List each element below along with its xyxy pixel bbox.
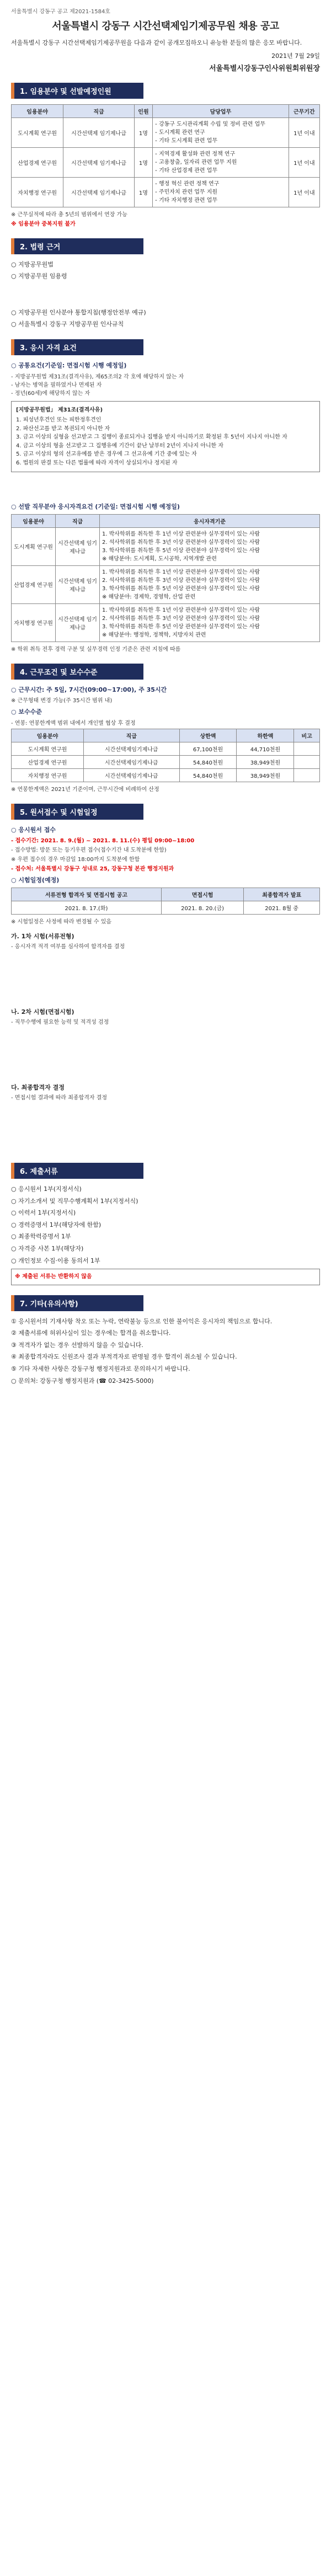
step1-title: 가. 1차 시험(서류전형): [11, 933, 74, 940]
table-cell: 도시계획 연구원: [12, 527, 56, 565]
table-cell: 시간선택제임기제나급: [84, 768, 179, 782]
table-cell: 시간선택제임기제나급: [84, 742, 179, 755]
table-header: 면접시험: [161, 888, 243, 901]
pay-desc: - 연봉: 연봉한계액 범위 내에서 개인별 협상 후 결정: [11, 720, 136, 726]
section-header-7: 7. 기타(유의사항): [11, 1295, 143, 1311]
table-note: ※ 근무실적에 따라 총 5년의 범위에서 연장 가능: [11, 211, 127, 218]
table-cell: [294, 768, 320, 782]
table-cell: 도시계획 연구원: [12, 117, 63, 147]
table-cell: [294, 755, 320, 768]
table-cell: 1명: [134, 177, 152, 207]
table-cell: - 지역경제 활성화 관련 정책 연구 - 고용창출, 일자리 관련 업무 지원 - 기타 산업경제 관련 업무: [153, 147, 289, 177]
table-cell: 시간선택제 임기제나급: [63, 117, 134, 147]
section-header-2: 2. 법령 근거: [11, 238, 143, 254]
table-cell: 산업경제 연구원: [12, 565, 56, 603]
table-cell: 자치행정 연구원: [12, 768, 84, 782]
table-header: 근무기간: [289, 104, 319, 117]
apply-period-title: ○ 응시원서 접수: [11, 826, 56, 833]
table-header: 상한액: [179, 729, 237, 742]
table-cell: 시간선택제 임기제나급: [63, 177, 134, 207]
table-cell: 시간선택제 임기제나급: [56, 527, 100, 565]
qualification-table: [11, 514, 320, 642]
section-header-4: 4. 근무조건 및 보수수준: [11, 664, 143, 680]
table-header: 임용분야: [12, 729, 84, 742]
table-header: 서류전형 합격자 및 면접시험 공고: [12, 888, 162, 901]
intro-text: 서울특별시 강동구 시간선택제임기제공무원을 다음과 같이 공개모집하오니 유능한 분들의 많은 응모 바랍니다.: [11, 39, 302, 46]
schedule-title: ○ 시험일정(예정): [11, 877, 60, 884]
etc-item: ④ 최종합격자라도 신원조사 결과 부적격자로 판명될 경우 합격이 취소될 수 있습니다.: [11, 1353, 237, 1361]
table-row: [12, 527, 320, 565]
work-hours: ○ 근무시간: 주 5일, 7시간(09:00~17:00), 주 35시간: [11, 686, 167, 693]
table-cell: 1년 이내: [289, 147, 319, 177]
table-cell: 자치행정 연구원: [12, 177, 63, 207]
doc-item: ○ 경력증명서 1부(해당자에 한함): [11, 1221, 102, 1228]
table-row: [12, 117, 320, 147]
etc-item: ⑤ 기타 자세한 사항은 강동구청 행정지원과로 문의하시기 바랍니다.: [11, 1365, 190, 1373]
table-header: 응시자격기준: [100, 514, 320, 527]
table-row: [12, 603, 320, 642]
table-header: 하한액: [237, 729, 294, 742]
table-cell: 시간선택제 임기제나급: [56, 565, 100, 603]
pay-title: ○ 보수수준: [11, 708, 42, 716]
table-cell: 1년 이내: [289, 177, 319, 207]
table-cell: 44,710천원: [237, 742, 294, 755]
etc-item: ① 응시원서의 기재사항 착오 또는 누락, 연락불능 등으로 인한 불이익은 응시자의 책임으로 합니다.: [11, 1317, 273, 1325]
page-title: 서울특별시 강동구 시간선택제임기제공무원 채용 공고: [52, 20, 279, 32]
pay-table: [11, 729, 320, 782]
doc-item: ○ 최종학력증명서 1부: [11, 1233, 71, 1241]
table-header: 임용분야: [12, 514, 56, 527]
table-header: 최종합격자 발표: [244, 888, 320, 901]
table-cell: 67,100천원: [179, 742, 237, 755]
step3-title: 다. 최종합격자 결정: [11, 1084, 65, 1092]
table-cell: 2021. 8. 17.(화): [12, 901, 162, 915]
table-row: [12, 901, 320, 915]
table-row: [12, 742, 320, 755]
table-cell: 1명: [134, 147, 152, 177]
table-row: [12, 147, 320, 177]
work-hours-note: ※ 근무형태 변경 가능(주 35시간 범위 내): [11, 698, 113, 704]
table-cell: 1명: [134, 117, 152, 147]
law-item: ○ 지방공무원 임용령: [11, 272, 67, 280]
apply-method: - 접수방법: 방문 또는 등기우편 접수(접수기간 내 도착분에 한함): [11, 847, 167, 854]
schedule-table: [11, 888, 320, 915]
qual-detail-title: ○ 선발 직무분야 응시자격요건 (기준일: 면접시험 시행 예정일): [11, 503, 180, 511]
law-item: ○ 지방공무원법: [11, 260, 54, 268]
notice-org: 서울특별시강동구인사위원회위원장: [209, 64, 320, 73]
table-header: 직급: [84, 729, 179, 742]
table-row: [12, 177, 320, 207]
table-cell: - 행정 혁신 관련 정책 연구 - 주민자치 관련 업무 지원 - 기타 자치행정 관련 업무: [153, 177, 289, 207]
section-header-5: 5. 원서접수 및 시험일정: [11, 804, 143, 820]
table-cell: 38,949천원: [237, 768, 294, 782]
doc-item: ○ 이력서 1부(지정서식): [11, 1209, 76, 1217]
section-header-3: 3. 응시 자격 요건: [11, 339, 143, 355]
disqualification-box: [11, 401, 320, 473]
doc-item: ○ 자격증 사본 1부(해당자): [11, 1245, 84, 1252]
doc-item: ○ 응시원서 1부(지정서식): [11, 1185, 82, 1193]
table-cell: 1년 이내: [289, 117, 319, 147]
position-table: [11, 104, 320, 207]
table-cell: 시간선택제 임기제나급: [63, 147, 134, 177]
apply-place: - 접수처: 서울특별시 강동구 성내로 25, 강동구청 본관 행정지원과: [11, 866, 174, 873]
table-cell: 2021. 8월 중: [244, 901, 320, 915]
section-header-1: 1. 임용분야 및 선발예정인원: [11, 83, 143, 99]
table-row: [12, 755, 320, 768]
table-cell: 2021. 8. 20.(금): [161, 901, 243, 915]
step2-title: 나. 2차 시험(면접시험): [11, 1008, 74, 1016]
table-cell: 시간선택제임기제나급: [84, 755, 179, 768]
table-header: 직급: [63, 104, 134, 117]
box-text: 1. 피성년후견인 또는 피한정후견인 2. 파산선고를 받고 복권되지 아니한 자 3. 금고 이상의 실형을 선고받고 그 집행이 종료되거나 집행을 받지 아니하기로 확정된 후 5년이 지나지 아니한 자 4. 금고 이상의 형을 선고받고 그 집행유예 기간이 끝난 날부터 2년이 지나지 아니한 자 5. 금고 이상의 형의 선고유예를 받은 경우에 그 선고유예 기간 중에 있는 자 6. 법원의 판결 또는 다른 법률에 따라 자격이 상실되거나 정지된 자: [16, 417, 287, 466]
schedule-note: ※ 시험일정은 사정에 따라 변경될 수 있음: [11, 919, 112, 926]
table-header: 비고: [294, 729, 320, 742]
notice-number: 서울특별시 강동구 공고 제2021-1584호: [11, 9, 110, 15]
table-cell: [294, 742, 320, 755]
table-row: [12, 768, 320, 782]
pay-note: ※ 연봉한계액은 2021년 기준이며, 근무시간에 비례하여 산정: [11, 786, 159, 793]
qual-common-text: - 지방공무원법 제31조(결격사유), 제65조의2 각 호에 해당하지 않는 자 - 남자는 병역을 필하였거나 면제된 자 - 정년(60세)에 해당하지 않는 자: [11, 373, 184, 397]
table-header: 담당업무: [153, 104, 289, 117]
step3-text: - 면접시험 결과에 따라 최종합격자 결정: [11, 1095, 108, 1102]
table-cell: 자치행정 연구원: [12, 603, 56, 642]
table-cell: - 강동구 도시관리계획 수립 및 정비 관련 업무 - 도시계획 관련 연구 - 기타 도시계획 관련 업무: [153, 117, 289, 147]
table-header: 직급: [56, 514, 100, 527]
table-cell: 1. 박사학위를 취득한 후 1년 이상 관련분야 실무경력이 있는 사람 2. 석사학위를 취득한 후 3년 이상 관련분야 실무경력이 있는 사람 3. 학사학위를 취득한 후 5년 이상 관련분야 실무경력이 있는 사람 ※ 해당분야: 행정학, 정책학, 지방자치 관련: [100, 603, 320, 642]
docs-note-box: ※ 제출된 서류는 반환하지 않음: [11, 1269, 320, 1285]
doc-item: ○ 개인정보 수집·이용 동의서 1부: [11, 1257, 100, 1264]
apply-period: - 접수기간: 2021. 8. 9.(월) ~ 2021. 8. 11.(수) 평일 09:00~18:00: [11, 838, 195, 845]
table-note-warning: ※ 임용분야 중복지원 불가: [11, 221, 76, 227]
table-header: 임용분야: [12, 104, 63, 117]
etc-item: ③ 적격자가 없는 경우 선발하지 않을 수 있습니다.: [11, 1341, 143, 1349]
table-cell: 54,840천원: [179, 755, 237, 768]
law-item: ○ 지방공무원 인사분야 통합지침(행정안전부 예규): [11, 308, 146, 316]
notice-date: 2021년 7월 29일: [271, 52, 320, 60]
table-cell: 38,949천원: [237, 755, 294, 768]
qual-note: ※ 학위 취득 전후 경력 구분 및 실무경력 인정 기준은 관련 지침에 따름: [11, 646, 181, 653]
contact-info: ○ 문의처: 강동구청 행정지원과 (☎ 02-3425-5000): [11, 1377, 154, 1385]
table-cell: 54,840천원: [179, 768, 237, 782]
etc-item: ② 제출서류에 허위사실이 있는 경우에는 합격을 취소합니다.: [11, 1329, 171, 1337]
table-row: [12, 565, 320, 603]
table-cell: 1. 박사학위를 취득한 후 1년 이상 관련분야 실무경력이 있는 사람 2. 석사학위를 취득한 후 3년 이상 관련분야 실무경력이 있는 사람 3. 학사학위를 취득한 후 5년 이상 관련분야 실무경력이 있는 사람 ※ 해당분야: 경제학, 경영학, 산업 관련: [100, 565, 320, 603]
table-cell: 산업경제 연구원: [12, 147, 63, 177]
step2-text: - 직무수행에 필요한 능력 및 적격성 검정: [11, 1019, 109, 1026]
qual-common-title: ○ 공통요건(기준일: 면접시험 시행 예정일): [11, 361, 127, 369]
table-header: 인원: [134, 104, 152, 117]
table-cell: 시간선택제 임기제나급: [56, 603, 100, 642]
step1-text: - 응시자격 적격 여부를 심사하여 합격자를 결정: [11, 944, 125, 950]
doc-item: ○ 자기소개서 및 직무수행계획서 1부(지정서식): [11, 1197, 138, 1205]
box-title: [지방공무원법」 제31조(결격사유): [16, 407, 103, 413]
apply-method-note: ※ 우편 접수의 경우 마감일 18:00까지 도착분에 한함: [11, 857, 140, 863]
law-item: ○ 서울특별시 강동구 지방공무원 인사규칙: [11, 320, 124, 328]
table-cell: 도시계획 연구원: [12, 742, 84, 755]
table-cell: 산업경제 연구원: [12, 755, 84, 768]
table-cell: 1. 박사학위를 취득한 후 1년 이상 관련분야 실무경력이 있는 사람 2. 석사학위를 취득한 후 3년 이상 관련분야 실무경력이 있는 사람 3. 학사학위를 취득한 후 5년 이상 관련분야 실무경력이 있는 사람 ※ 해당분야: 도시계획, 도시공학, 지역개발 관련: [100, 527, 320, 565]
section-header-6: 6. 제출서류: [11, 1163, 143, 1179]
